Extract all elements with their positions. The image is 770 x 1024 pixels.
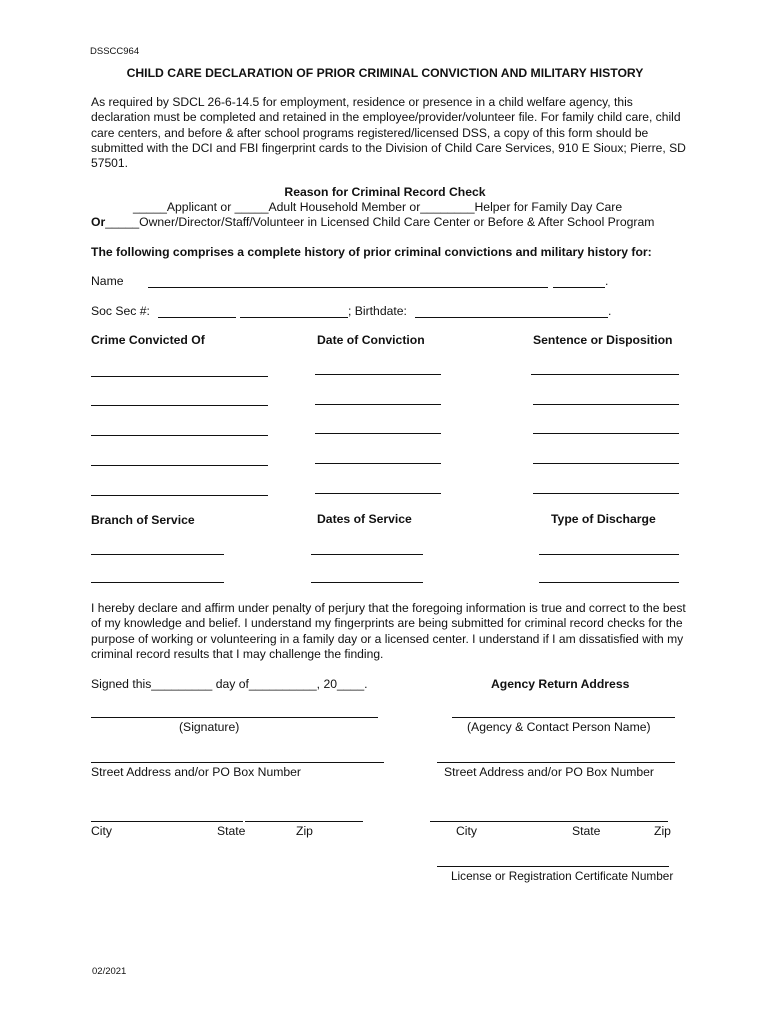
sentence-line-5[interactable]: [533, 493, 679, 494]
street-line-left[interactable]: [91, 762, 384, 763]
zip-line-left[interactable]: [245, 821, 363, 822]
license-line[interactable]: [437, 866, 669, 867]
header-dates-of-service: Dates of Service: [317, 512, 412, 526]
discharge-line-1[interactable]: [539, 554, 679, 555]
branch-line-2[interactable]: [91, 582, 224, 583]
ssn-input-line-2[interactable]: [240, 317, 348, 318]
crime-line-2[interactable]: [91, 405, 268, 406]
crime-line-3[interactable]: [91, 435, 268, 436]
crime-line-5[interactable]: [91, 495, 268, 496]
state-label-right: State: [572, 824, 601, 838]
branch-line-1[interactable]: [91, 554, 224, 555]
footer-date: 02/2021: [92, 966, 127, 977]
city-label-left: City: [91, 824, 112, 838]
conviction-date-line-5[interactable]: [315, 493, 441, 494]
crime-line-1[interactable]: [91, 376, 268, 377]
conviction-date-line-3[interactable]: [315, 433, 441, 434]
conviction-date-line-1[interactable]: [315, 374, 441, 375]
sentence-line-4[interactable]: [533, 463, 679, 464]
city-state-zip-line-right[interactable]: [430, 821, 668, 822]
sentence-line-3[interactable]: [533, 433, 679, 434]
reason-line-2-text: _____Owner/Director/Staff/Volunteer in Licensed Child Care Center or Before & After School Program: [105, 215, 655, 229]
header-date-of-conviction: Date of Conviction: [317, 333, 425, 347]
name-input-line-2[interactable]: [553, 287, 605, 288]
birthdate-label: ; Birthdate:: [348, 304, 407, 318]
birthdate-period: .: [608, 304, 612, 318]
conviction-date-line-2[interactable]: [315, 404, 441, 405]
street-label-right: Street Address and/or PO Box Number: [444, 765, 654, 779]
zip-label-left: Zip: [296, 824, 313, 838]
signature-line[interactable]: [91, 717, 378, 718]
reason-or-label: Or: [91, 215, 106, 229]
city-state-line-left[interactable]: [91, 821, 243, 822]
crime-line-4[interactable]: [91, 465, 268, 466]
ssn-input-line-1[interactable]: [158, 317, 236, 318]
form-title: CHILD CARE DECLARATION OF PRIOR CRIMINAL CONVICTION AND MILITARY HISTORY: [126, 66, 644, 80]
sentence-line-1[interactable]: [531, 374, 679, 375]
signed-date-line[interactable]: Signed this_________ day of__________, 20____.: [91, 677, 368, 691]
header-sentence: Sentence or Disposition: [533, 333, 673, 347]
reason-heading: Reason for Criminal Record Check: [284, 185, 486, 199]
header-discharge: Type of Discharge: [551, 512, 656, 526]
form-code: DSSCC964: [90, 46, 140, 57]
intro-paragraph: As required by SDCL 26-6-14.5 for employment, residence or presence in a child welfare agency, this declaration must be completed and retained in the employee/provider/volunteer file. For family child care, child care centers, and before & after school programs registered/licensed DSS, a copy of this form should be submitted with the DCI and FBI fingerprint cards to the Division of Child Care Services, 910 E Sioux; Pierre, SD 57501.: [91, 95, 686, 171]
agency-contact-label: (Agency & Contact Person Name): [467, 720, 651, 734]
service-dates-line-1[interactable]: [311, 554, 423, 555]
discharge-line-2[interactable]: [539, 582, 679, 583]
header-branch: Branch of Service: [91, 513, 195, 527]
street-line-right[interactable]: [437, 762, 675, 763]
ssn-label: Soc Sec #:: [91, 304, 150, 318]
conviction-date-line-4[interactable]: [315, 463, 441, 464]
reason-line-2: [91, 215, 654, 229]
signature-label: (Signature): [179, 720, 240, 734]
birthdate-input-line[interactable]: [415, 317, 608, 318]
service-dates-line-2[interactable]: [311, 582, 423, 583]
street-label-left: Street Address and/or PO Box Number: [91, 765, 301, 779]
history-statement: The following comprises a complete history of prior criminal convictions and military history for:: [91, 245, 652, 259]
agency-return-heading: Agency Return Address: [491, 677, 630, 691]
agency-contact-line[interactable]: [452, 717, 675, 718]
reason-line-1: _____Applicant or _____Adult Household Member or________Helper for Family Day Care: [133, 200, 623, 214]
name-period: .: [605, 274, 609, 288]
sentence-line-2[interactable]: [533, 404, 679, 405]
affirmation-paragraph: I hereby declare and affirm under penalty of perjury that the foregoing information is true and correct to the best of my knowledge and belief. I understand my fingerprints are being submitted for criminal record checks for the purpose of working or volunteering in a family day or a licensed center. I understand if I am dissatisfied with my criminal record results that I may challenge the finding.: [91, 601, 686, 661]
license-label: License or Registration Certificate Number: [451, 869, 674, 883]
zip-label-right: Zip: [654, 824, 671, 838]
name-input-line[interactable]: [148, 287, 548, 288]
name-label: Name: [91, 274, 124, 288]
header-crime: Crime Convicted Of: [91, 333, 205, 347]
city-label-right: City: [456, 824, 477, 838]
state-label-left: State: [217, 824, 246, 838]
